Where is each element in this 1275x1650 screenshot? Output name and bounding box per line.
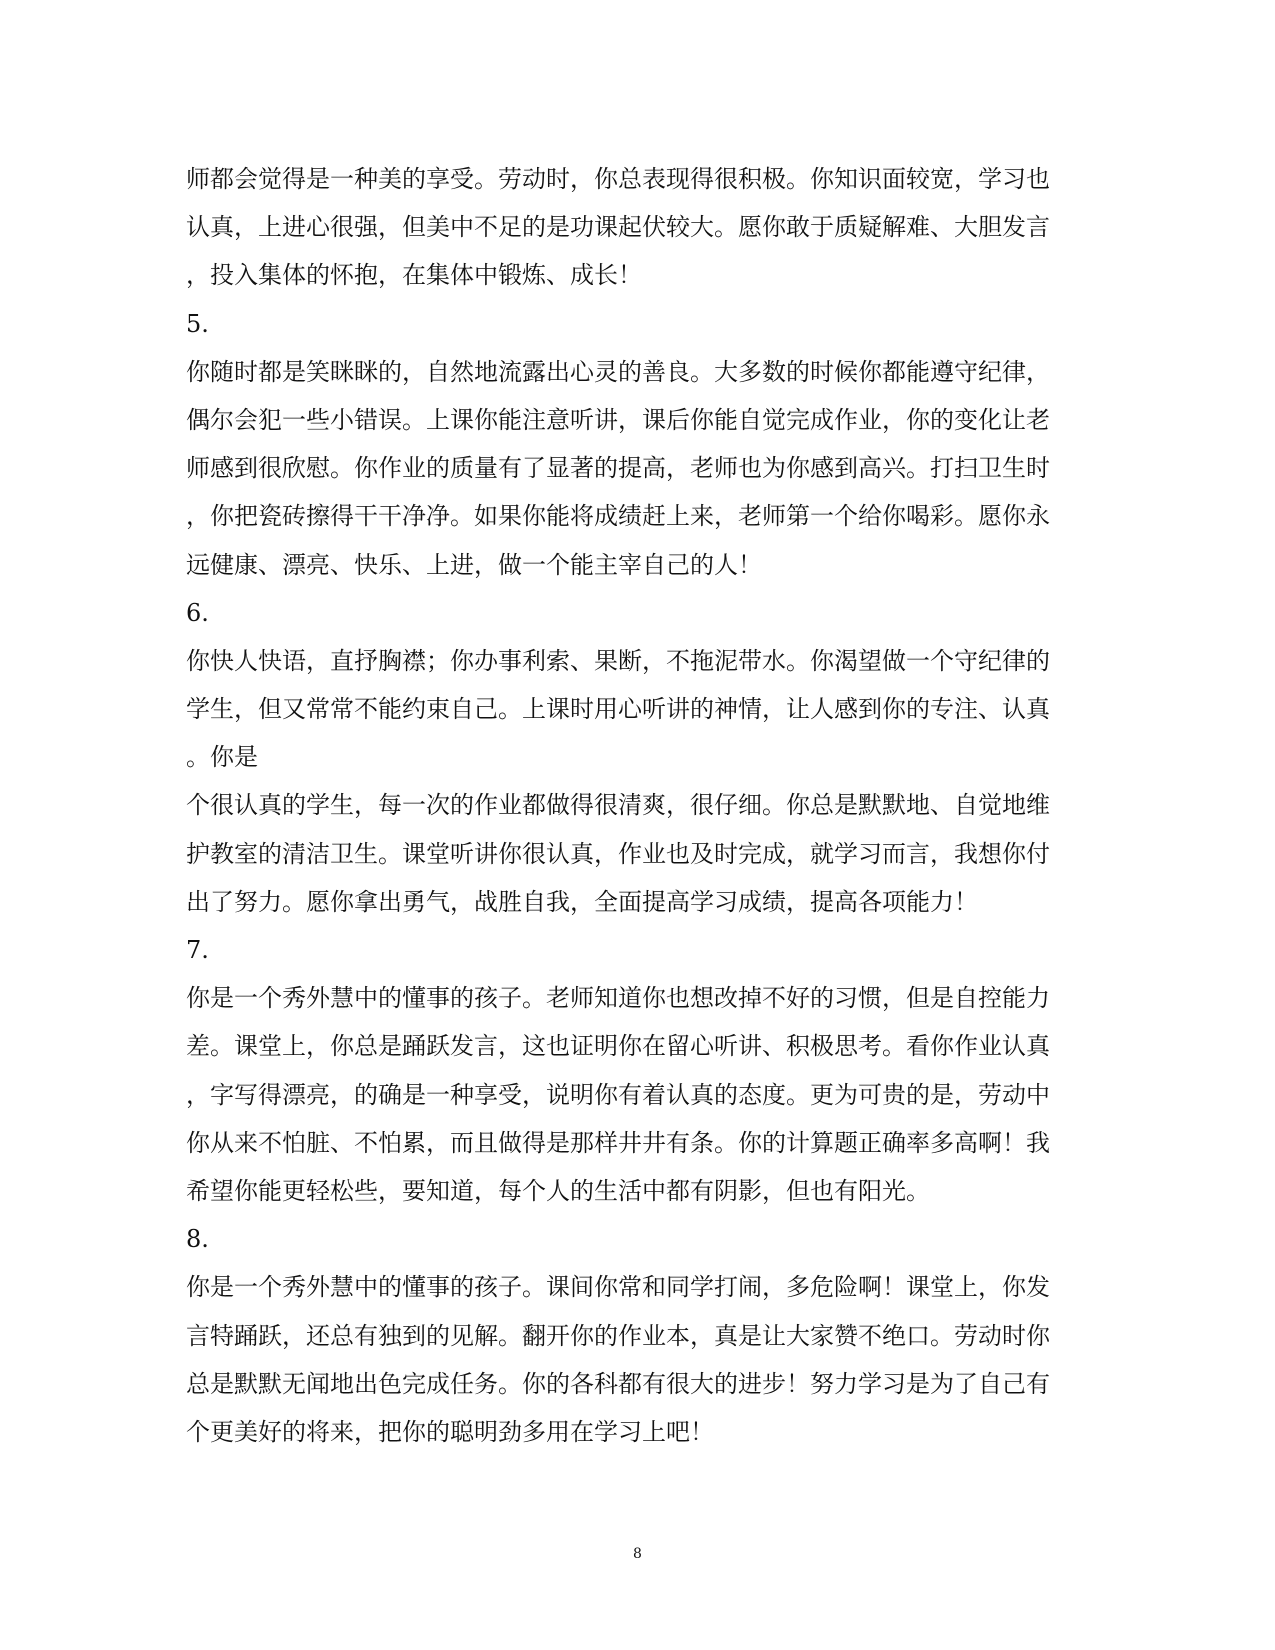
text-line: 。你是	[186, 743, 258, 772]
item-number: 6.	[186, 598, 209, 627]
text-line: 出了努力。愿你拿出勇气，战胜自我，全面提高学习成绩，提高各项能力！	[186, 887, 978, 916]
text-line: 希望你能更轻松些，要知道，每个人的生活中都有阴影，但也有阳光。	[186, 1176, 930, 1205]
text-line: 个更美好的将来，把你的聪明劲多用在学习上吧！	[186, 1417, 714, 1446]
text-line: 远健康、漂亮、快乐、上进，做一个能主宰自己的人！	[186, 550, 762, 579]
text-line: 偶尔会犯一些小错误。上课你能注意听讲，课后你能自觉完成作业，你的变化让老	[186, 405, 1050, 434]
page-number: 8	[633, 1546, 642, 1562]
text-line: ，投入集体的怀抱，在集体中锻炼、成长！	[186, 261, 642, 290]
text-line: 差。课堂上，你总是踊跃发言，这也证明你在留心听讲、积极思考。看你作业认真	[186, 1032, 1050, 1061]
text-line: 学生，但又常常不能约束自己。上课时用心听讲的神情，让人感到你的专注、认真	[186, 695, 1050, 724]
text-line: 总是默默无闻地出色完成任务。你的各科都有很大的进步！努力学习是为了自己有	[186, 1369, 1050, 1398]
text-line: 言特踊跃，还总有独到的见解。翻开你的作业本，真是让大家赞不绝口。劳动时你	[186, 1321, 1050, 1350]
text-line: 师感到很欣慰。你作业的质量有了显著的提高，老师也为你感到高兴。打扫卫生时	[186, 454, 1050, 483]
text-line: 护教室的清洁卫生。课堂听讲你很认真，作业也及时完成，就学习而言，我想你付	[186, 839, 1050, 868]
text-line: 你是一个秀外慧中的懂事的孩子。老师知道你也想改掉不好的习惯，但是自控能力	[186, 984, 1050, 1013]
text-line: 你快人快语，直抒胸襟；你办事利索、果断，不拖泥带水。你渴望做一个守纪律的	[186, 646, 1050, 675]
item-number: 8.	[186, 1225, 209, 1254]
text-line: 认真，上进心很强，但美中不足的是功课起伏较大。愿你敢于质疑解难、大胆发言	[186, 213, 1050, 242]
text-line: 个很认真的学生，每一次的作业都做得很清爽，很仔细。你总是默默地、自觉地维	[186, 791, 1050, 820]
text-line: 你随时都是笑眯眯的，自然地流露出心灵的善良。大多数的时候你都能遵守纪律，	[186, 357, 1050, 386]
text-line: 你是一个秀外慧中的懂事的孩子。课间你常和同学打闹，多危险啊！课堂上，你发	[186, 1273, 1050, 1302]
text-line: 你从来不怕脏、不怕累，而且做得是那样井井有条。你的计算题正确率多高啊！我	[186, 1128, 1050, 1157]
item-number: 5.	[186, 309, 209, 338]
document-body	[186, 155, 1091, 1456]
text-line: 师都会觉得是一种美的享受。劳动时，你总表现得很积极。你知识面较宽，学习也	[186, 165, 1050, 193]
text-line: ，字写得漂亮，的确是一种享受，说明你有着认真的态度。更为可贵的是，劳动中	[186, 1080, 1050, 1109]
text-line: ，你把瓷砖擦得干干净净。如果你能将成绩赶上来，老师第一个给你喝彩。愿你永	[186, 502, 1050, 531]
item-number: 7.	[186, 936, 209, 964]
